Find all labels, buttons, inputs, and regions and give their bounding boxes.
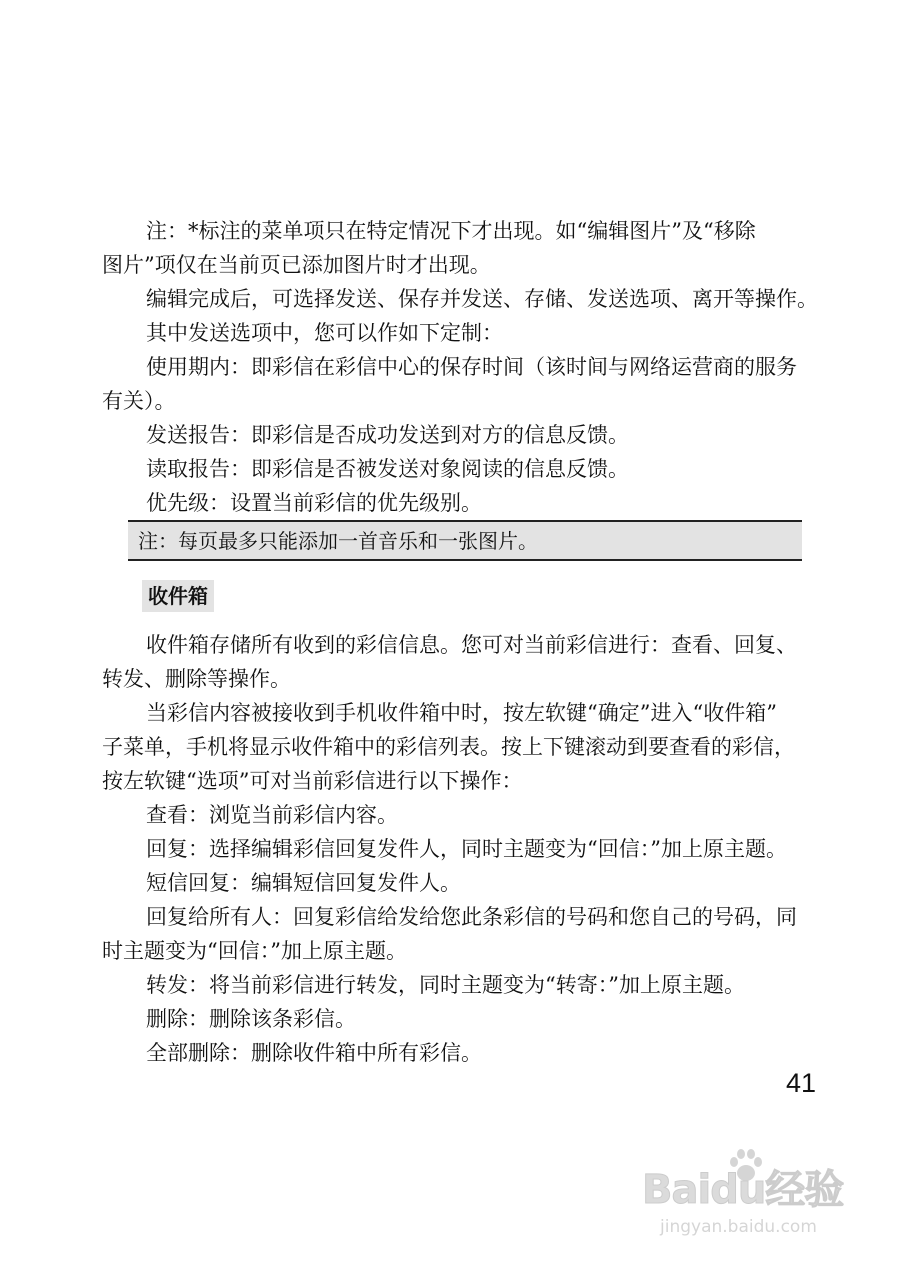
action-desc: 删除收件箱中所有彩信。 [251,1041,482,1065]
option-desc: 即彩信是否成功发送到对方的信息反馈。 [251,423,629,447]
inbox-paragraph-line-3: 当彩信内容被接收到手机收件箱中时，按左软键“确定”进入“收件箱” [146,701,777,725]
action-desc: 删除该条彩信。 [209,1007,356,1031]
note-box [128,520,802,561]
action-sms-reply [146,866,886,900]
action-desc: 将当前彩信进行转发，同时主题变为“转寄：”加上原主题。 [209,973,745,997]
baidu-watermark [640,1140,860,1250]
action-term: 查看： [146,803,209,827]
option-term: 使用期内： [146,355,251,379]
action-term: 回复： [146,837,209,861]
action-term: 转发： [146,973,209,997]
option-desc: 即彩信是否被发送对象阅读的信息反馈。 [251,457,629,481]
action-reply-all-cont: 时主题变为“回信：”加上原主题。 [102,939,407,963]
action-reply-all [146,900,886,934]
inbox-paragraph-line-4: 子菜单，手机将显示收件箱中的彩信列表。按上下键滚动到要查看的彩信， [102,735,795,759]
option-desc: 即彩信在彩信中心的保存时间（该时间与网络运营商的服务 [251,355,797,379]
paragraph-send-options: 其中发送选项中，您可以作如下定制： [146,321,503,345]
action-term: 短信回复： [146,871,251,895]
note-text-line-1: 注：*标注的菜单项只在特定情况下才出现。如“编辑图片”及“移除 [146,219,756,243]
option-validity-period-cont: 有关）。 [102,389,176,413]
action-desc: 编辑短信回复发件人。 [251,871,461,895]
note-text-line-2: 图片”项仅在当前页已添加图片时才出现。 [102,253,491,277]
section-heading-inbox: 收件箱 [142,580,214,612]
option-term: 发送报告： [146,423,251,447]
page-number: 41 [786,1068,817,1098]
option-validity-period [146,350,886,384]
action-reply [146,832,886,866]
watermark-brand: Baidu经验 [642,1167,844,1213]
action-desc: 回复彩信给发给您此条彩信的号码和您自己的号码，同 [293,905,797,929]
inbox-paragraph-line-1: 收件箱存储所有收到的彩信信息。您可对当前彩信进行：查看、回复、 [146,633,797,657]
action-term: 全部删除： [146,1041,251,1065]
watermark-url: jingyan.baidu.com [660,1217,817,1237]
note-box-text: 注：每页最多只能添加一首音乐和一张图片。 [138,529,538,553]
inbox-paragraph-line-5: 按左软键“选项”可对当前彩信进行以下操作： [102,769,523,793]
option-delivery-report [146,418,886,452]
option-desc: 设置当前彩信的优先级别。 [230,491,482,515]
option-read-report [146,452,886,486]
paragraph-edit-complete: 编辑完成后，可选择发送、保存并发送、存储、发送选项、离开等操作。 [146,287,818,311]
action-delete [146,1002,886,1036]
option-priority [146,486,886,520]
action-forward [146,968,886,1002]
inbox-paragraph-line-2: 转发、删除等操作。 [102,667,291,691]
option-term: 优先级： [146,491,230,515]
action-desc: 选择编辑彩信回复发件人，同时主题变为“回信：”加上原主题。 [209,837,787,861]
action-view [146,798,886,832]
option-term: 读取报告： [146,457,251,481]
action-delete-all [146,1036,886,1070]
action-desc: 浏览当前彩信内容。 [209,803,398,827]
action-term: 删除： [146,1007,209,1031]
action-term: 回复给所有人： [146,905,293,929]
